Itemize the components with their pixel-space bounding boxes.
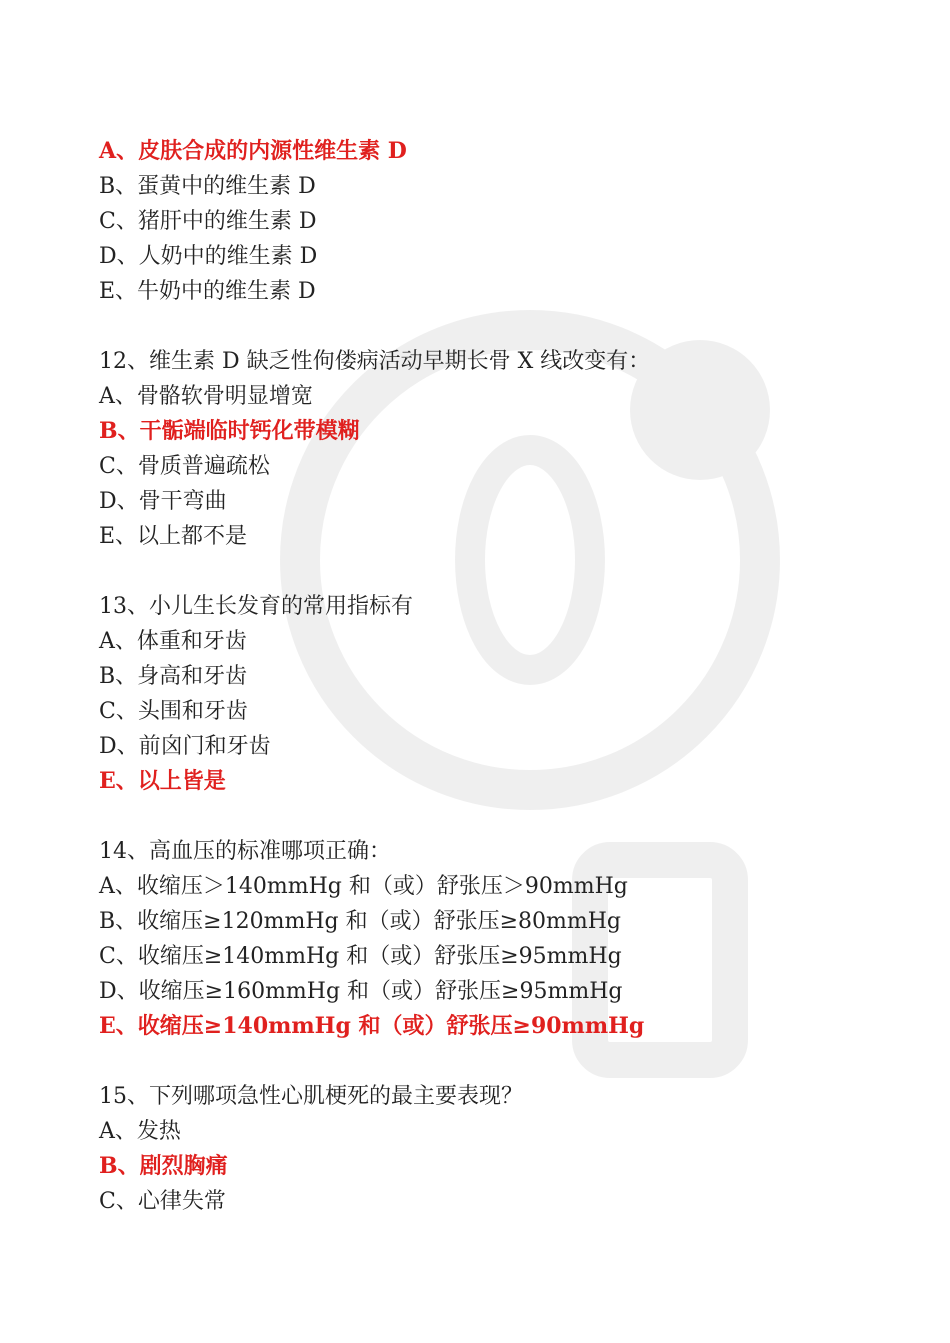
q15-title: 15、下列哪项急性心肌梗死的最主要表现？ [99,1084,523,1109]
q15-option-b: B、剧烈胸痛 [99,1153,228,1179]
q11-option-d: D、人奶中的维生素 D [99,244,318,269]
q13-option-e: E、以上皆是 [99,768,226,794]
q14-option-c: C、收缩压≥140mmHg 和（或）舒张压≥95mmHg [99,944,622,969]
q14-option-a: A、收缩压＞140mmHg 和（或）舒张压＞90mmHg [99,874,628,899]
q12-option-d: D、骨干弯曲 [99,489,227,514]
q13-option-c: C、头围和牙齿 [99,699,248,724]
q14-option-b: B、收缩压≥120mmHg 和（或）舒张压≥80mmHg [99,909,621,934]
question-15 [99,1079,899,1219]
question-11 [99,134,899,309]
exam-page [99,134,899,1219]
q13-option-a: A、体重和牙齿 [99,629,247,654]
q11-option-b: B、蛋黄中的维生素 D [99,174,316,199]
q12-option-c: C、骨质普遍疏松 [99,454,270,479]
q15-option-c: C、心律失常 [99,1189,226,1214]
q11-option-c: C、猪肝中的维生素 D [99,209,317,234]
q13-option-d: D、前囟门和牙齿 [99,734,271,759]
q12-title: 12、维生素 D 缺乏性佝偻病活动早期长骨 X 线改变有： [99,349,651,374]
q14-option-e: E、收缩压≥140mmHg 和（或）舒张压≥90mmHg [99,1013,645,1039]
q14-option-d: D、收缩压≥160mmHg 和（或）舒张压≥95mmHg [99,979,623,1004]
q13-option-b: B、身高和牙齿 [99,664,248,689]
q11-option-a: A、皮肤合成的内源性维生素 D [99,138,407,164]
q11-option-e: E、牛奶中的维生素 D [99,279,316,304]
question-13 [99,589,899,799]
question-12 [99,344,899,554]
question-14 [99,834,899,1044]
q12-option-e: E、以上都不是 [99,524,248,549]
q13-title: 13、小儿生长发育的常用指标有 [99,594,413,619]
q12-option-a: A、骨骼软骨明显增宽 [99,384,313,409]
q12-option-b: B、干骺端临时钙化带模糊 [99,418,360,444]
q14-title: 14、高血压的标准哪项正确： [99,839,391,864]
q15-option-a: A、发热 [99,1119,181,1144]
